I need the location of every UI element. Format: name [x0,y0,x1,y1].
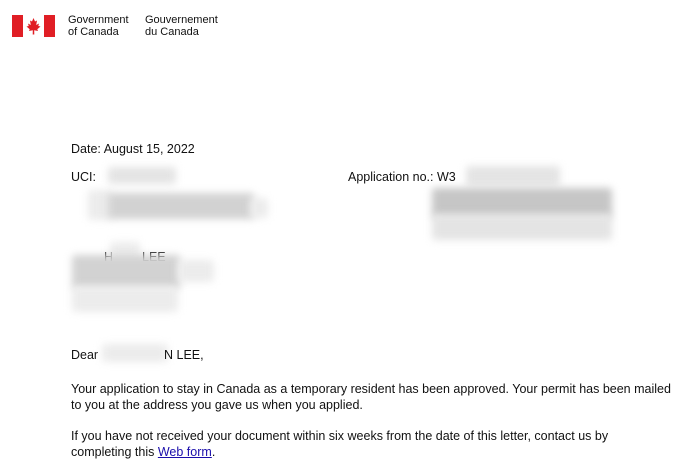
approval-paragraph: Your application to stay in Canada as a temporary resident has been approved. Your permit has been mailed to you at the address you gave us when you applied. [71,382,671,412]
redacted-block [250,198,268,218]
contact-paragraph-end: . [211,444,216,459]
redacted-block [432,214,612,240]
signature-en-line1: Government [68,14,129,26]
uci-label: UCI: [71,170,96,184]
canada-flag-icon [12,15,55,37]
redacted-block [72,286,178,312]
salutation-prefix: Dear [71,348,99,362]
signature-fr-line1: Gouvernement [145,14,218,26]
redacted-block [108,193,254,219]
signature-french [145,14,218,38]
signature-english [68,14,129,38]
redacted-salutation-name [102,344,168,362]
date-line [71,142,195,157]
signature-en-line2: of Canada [68,26,119,38]
date-label: Date: [71,142,101,156]
redacted-application-number [466,166,560,186]
application-prefix: W3 [436,170,456,184]
contact-paragraph [71,429,671,460]
salutation-suffix: N LEE, [164,348,204,362]
web-form-link[interactable]: Web form [157,444,212,459]
contact-paragraph-text: If you have not received your document within six weeks from the date of this letter, contact us by completing this [71,429,609,459]
redacted-block [178,260,214,282]
signature-fr-line2: du Canada [145,26,199,38]
application-line [348,170,456,185]
redacted-block [72,255,180,289]
date-value: August 15, 2022 [103,142,195,156]
redacted-uci [108,167,176,184]
application-label: Application no.: [348,170,434,184]
